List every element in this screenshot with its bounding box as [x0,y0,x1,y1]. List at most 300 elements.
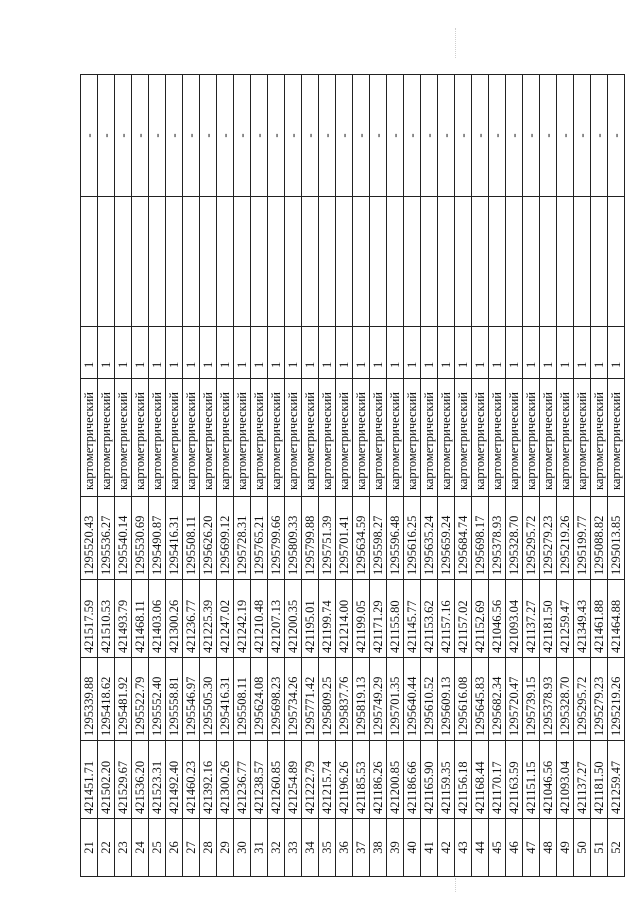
method-cell: картометрический [421,379,438,497]
x-start-cell: 421300.26 [217,741,234,819]
point-number-cell: 34 [302,819,319,877]
x-end-cell: 421152.69 [472,580,489,658]
quantity-cell: 1 [183,327,200,379]
y-start-cell: 1295295.72 [574,658,591,741]
method-cell: картометрический [166,379,183,497]
empty-cell [370,197,387,327]
table-row [285,75,302,877]
point-number-cell: 35 [319,819,336,877]
y-start-cell: 1295522.79 [132,658,149,741]
point-number-cell: 38 [370,819,387,877]
y-start-cell: 1295339.88 [81,658,98,741]
y-end-cell: 1295328.70 [506,497,523,580]
point-number-cell: 46 [506,819,523,877]
point-number-cell: 42 [438,819,455,877]
page-fold-mark [455,28,456,58]
y-end-cell: 1295295.72 [523,497,540,580]
method-cell: картометрический [404,379,421,497]
point-number-cell: 29 [217,819,234,877]
x-start-cell: 421529.67 [115,741,132,819]
note-cell: - [200,75,217,197]
table-row [404,75,421,877]
y-end-cell: 1295596.48 [387,497,404,580]
quantity-cell: 1 [166,327,183,379]
x-end-cell: 421199.74 [319,580,336,658]
method-cell: картометрический [506,379,523,497]
note-cell: - [472,75,489,197]
x-start-cell: 421392.16 [200,741,217,819]
table-row [370,75,387,877]
empty-cell [523,197,540,327]
x-start-cell: 421492.40 [166,741,183,819]
note-cell: - [98,75,115,197]
table-row [149,75,166,877]
method-cell: картометрический [217,379,234,497]
note-cell: - [557,75,574,197]
table-row [608,75,625,877]
y-end-cell: 1295490.87 [149,497,166,580]
table-row [591,75,608,877]
point-number-cell: 21 [81,819,98,877]
empty-cell [115,197,132,327]
x-end-cell: 421225.39 [200,580,217,658]
y-start-cell: 1295749.29 [370,658,387,741]
y-end-cell: 1295013.85 [608,497,625,580]
x-end-cell: 421349.43 [574,580,591,658]
note-cell: - [387,75,404,197]
empty-cell [438,197,455,327]
quantity-cell: 1 [404,327,421,379]
y-start-cell: 1295610.52 [421,658,438,741]
point-number-cell: 28 [200,819,217,877]
quantity-cell: 1 [132,327,149,379]
point-number-cell: 36 [336,819,353,877]
y-start-cell: 1295219.26 [608,658,625,741]
y-end-cell: 1295536.27 [98,497,115,580]
x-start-cell: 421046.56 [540,741,557,819]
empty-cell [404,197,421,327]
y-end-cell: 1295508.11 [183,497,200,580]
quantity-cell: 1 [438,327,455,379]
y-end-cell: 1295809.33 [285,497,302,580]
point-number-cell: 27 [183,819,200,877]
point-number-cell: 40 [404,819,421,877]
x-end-cell: 421510.53 [98,580,115,658]
method-cell: картометрический [557,379,574,497]
x-end-cell: 421461.88 [591,580,608,658]
empty-cell [183,197,200,327]
x-start-cell: 421159.35 [438,741,455,819]
x-end-cell: 421236.77 [183,580,200,658]
note-cell: - [336,75,353,197]
y-end-cell: 1295540.14 [115,497,132,580]
quantity-cell: 1 [268,327,285,379]
empty-cell [132,197,149,327]
quantity-cell: 1 [234,327,251,379]
note-cell: - [608,75,625,197]
x-start-cell: 421186.26 [370,741,387,819]
point-number-cell: 52 [608,819,625,877]
x-start-cell: 421163.59 [506,741,523,819]
empty-cell [574,197,591,327]
empty-cell [285,197,302,327]
empty-cell [387,197,404,327]
quantity-cell: 1 [115,327,132,379]
method-cell: картометрический [302,379,319,497]
method-cell: картометрический [234,379,251,497]
point-number-cell: 37 [353,819,370,877]
method-cell: картометрический [319,379,336,497]
note-cell: - [132,75,149,197]
point-number-cell: 23 [115,819,132,877]
x-end-cell: 421242.19 [234,580,251,658]
quantity-cell: 1 [251,327,268,379]
table-row [81,75,98,877]
method-cell: картометрический [115,379,132,497]
y-end-cell: 1295616.25 [404,497,421,580]
quantity-cell: 1 [98,327,115,379]
y-end-cell: 1295699.12 [217,497,234,580]
x-start-cell: 421200.85 [387,741,404,819]
note-cell: - [149,75,166,197]
x-end-cell: 421145.77 [404,580,421,658]
point-number-cell: 50 [574,819,591,877]
quantity-cell: 1 [302,327,319,379]
x-start-cell: 421186.66 [404,741,421,819]
point-number-cell: 26 [166,819,183,877]
x-end-cell: 421464.88 [608,580,625,658]
coordinates-table [80,74,625,877]
point-number-cell: 31 [251,819,268,877]
quantity-cell: 1 [387,327,404,379]
x-start-cell: 421196.26 [336,741,353,819]
method-cell: картометрический [370,379,387,497]
note-cell: - [574,75,591,197]
y-end-cell: 1295751.39 [319,497,336,580]
x-start-cell: 421460.23 [183,741,200,819]
point-number-cell: 44 [472,819,489,877]
y-start-cell: 1295616.08 [455,658,472,741]
quantity-cell: 1 [506,327,523,379]
x-start-cell: 421259.47 [608,741,625,819]
y-start-cell: 1295378.93 [540,658,557,741]
table-row [387,75,404,877]
y-start-cell: 1295645.83 [472,658,489,741]
y-start-cell: 1295640.44 [404,658,421,741]
method-cell: картометрический [98,379,115,497]
point-number-cell: 30 [234,819,251,877]
note-cell: - [166,75,183,197]
empty-cell [166,197,183,327]
quantity-cell: 1 [455,327,472,379]
method-cell: картометрический [132,379,149,497]
table-row [540,75,557,877]
y-start-cell: 1295558.81 [166,658,183,741]
empty-cell [557,197,574,327]
table-row [455,75,472,877]
empty-cell [455,197,472,327]
method-cell: картометрический [455,379,472,497]
x-start-cell: 421093.04 [557,741,574,819]
y-start-cell: 1295698.23 [268,658,285,741]
empty-cell [608,197,625,327]
x-end-cell: 421200.35 [285,580,302,658]
method-cell: картометрический [489,379,506,497]
x-end-cell: 421157.02 [455,580,472,658]
method-cell: картометрический [183,379,200,497]
x-start-cell: 421260.85 [268,741,285,819]
note-cell: - [251,75,268,197]
y-start-cell: 1295481.92 [115,658,132,741]
y-end-cell: 1295279.23 [540,497,557,580]
empty-cell [489,197,506,327]
rotated-table-container [80,75,623,877]
x-start-cell: 421181.50 [591,741,608,819]
x-end-cell: 421493.79 [115,580,132,658]
table-row [489,75,506,877]
y-end-cell: 1295728.31 [234,497,251,580]
y-end-cell: 1295799.88 [302,497,319,580]
quantity-cell: 1 [149,327,166,379]
table-row [421,75,438,877]
x-start-cell: 421222.79 [302,741,319,819]
empty-cell [200,197,217,327]
table-row [574,75,591,877]
y-end-cell: 1295698.17 [472,497,489,580]
y-start-cell: 1295809.25 [319,658,336,741]
quantity-cell: 1 [200,327,217,379]
note-cell: - [183,75,200,197]
method-cell: картометрический [540,379,557,497]
empty-cell [421,197,438,327]
method-cell: картометрический [336,379,353,497]
table-row [251,75,268,877]
x-end-cell: 421181.50 [540,580,557,658]
point-number-cell: 43 [455,819,472,877]
note-cell: - [591,75,608,197]
y-start-cell: 1295734.26 [285,658,302,741]
table-body [81,75,625,877]
method-cell: картометрический [591,379,608,497]
table-row [472,75,489,877]
point-number-cell: 22 [98,819,115,877]
table-row [557,75,574,877]
x-end-cell: 421259.47 [557,580,574,658]
x-end-cell: 421300.26 [166,580,183,658]
method-cell: картометрический [149,379,166,497]
note-cell: - [489,75,506,197]
y-start-cell: 1295328.70 [557,658,574,741]
point-number-cell: 33 [285,819,302,877]
table-row [319,75,336,877]
x-end-cell: 421155.80 [387,580,404,658]
table-row [200,75,217,877]
y-end-cell: 1295701.41 [336,497,353,580]
x-start-cell: 421168.44 [472,741,489,819]
note-cell: - [115,75,132,197]
table-row [506,75,523,877]
x-end-cell: 421468.11 [132,580,149,658]
table-row [98,75,115,877]
point-number-cell: 45 [489,819,506,877]
note-cell: - [523,75,540,197]
table-row [115,75,132,877]
table-row [234,75,251,877]
x-end-cell: 421207.13 [268,580,285,658]
quantity-cell: 1 [353,327,370,379]
note-cell: - [370,75,387,197]
point-number-cell: 49 [557,819,574,877]
table-row [183,75,200,877]
table-row [166,75,183,877]
y-end-cell: 1295520.43 [81,497,98,580]
table-row [336,75,353,877]
method-cell: картометрический [438,379,455,497]
x-start-cell: 421523.31 [149,741,166,819]
y-end-cell: 1295416.31 [166,497,183,580]
quantity-cell: 1 [285,327,302,379]
point-number-cell: 24 [132,819,149,877]
y-end-cell: 1295635.24 [421,497,438,580]
x-start-cell: 421451.71 [81,741,98,819]
y-end-cell: 1295530.69 [132,497,149,580]
x-end-cell: 421153.62 [421,580,438,658]
note-cell: - [455,75,472,197]
empty-cell [302,197,319,327]
x-start-cell: 421254.89 [285,741,302,819]
x-start-cell: 421165.90 [421,741,438,819]
x-end-cell: 421195.01 [302,580,319,658]
note-cell: - [404,75,421,197]
note-cell: - [268,75,285,197]
quantity-cell: 1 [608,327,625,379]
method-cell: картометрический [472,379,489,497]
empty-cell [472,197,489,327]
point-number-cell: 25 [149,819,166,877]
method-cell: картометрический [523,379,540,497]
empty-cell [268,197,285,327]
empty-cell [217,197,234,327]
y-end-cell: 1295219.26 [557,497,574,580]
x-end-cell: 421247.02 [217,580,234,658]
x-end-cell: 421403.06 [149,580,166,658]
point-number-cell: 47 [523,819,540,877]
note-cell: - [234,75,251,197]
point-number-cell: 51 [591,819,608,877]
y-start-cell: 1295505.30 [200,658,217,741]
quantity-cell: 1 [319,327,336,379]
note-cell: - [421,75,438,197]
table-row [438,75,455,877]
note-cell: - [540,75,557,197]
x-end-cell: 421157.16 [438,580,455,658]
note-cell: - [319,75,336,197]
empty-cell [251,197,268,327]
quantity-cell: 1 [540,327,557,379]
point-number-cell: 48 [540,819,557,877]
point-number-cell: 41 [421,819,438,877]
quantity-cell: 1 [81,327,98,379]
x-end-cell: 421210.48 [251,580,268,658]
page-fold-mark-bottom [455,878,456,892]
quantity-cell: 1 [336,327,353,379]
y-start-cell: 1295837.76 [336,658,353,741]
y-end-cell: 1295088.82 [591,497,608,580]
x-start-cell: 421215.74 [319,741,336,819]
method-cell: картометрический [387,379,404,497]
note-cell: - [285,75,302,197]
x-end-cell: 421199.05 [353,580,370,658]
quantity-cell: 1 [217,327,234,379]
note-cell: - [353,75,370,197]
y-start-cell: 1295418.62 [98,658,115,741]
method-cell: картометрический [285,379,302,497]
empty-cell [319,197,336,327]
y-end-cell: 1295799.66 [268,497,285,580]
table-row [268,75,285,877]
y-start-cell: 1295701.35 [387,658,404,741]
method-cell: картометрический [574,379,591,497]
y-start-cell: 1295682.34 [489,658,506,741]
quantity-cell: 1 [523,327,540,379]
y-start-cell: 1295416.31 [217,658,234,741]
y-end-cell: 1295199.77 [574,497,591,580]
table-row [217,75,234,877]
y-end-cell: 1295765.21 [251,497,268,580]
table-row [302,75,319,877]
y-start-cell: 1295720.47 [506,658,523,741]
method-cell: картометрический [268,379,285,497]
quantity-cell: 1 [574,327,591,379]
note-cell: - [506,75,523,197]
y-start-cell: 1295624.08 [251,658,268,741]
empty-cell [98,197,115,327]
note-cell: - [438,75,455,197]
point-number-cell: 32 [268,819,285,877]
y-start-cell: 1295771.42 [302,658,319,741]
y-end-cell: 1295626.20 [200,497,217,580]
y-end-cell: 1295598.27 [370,497,387,580]
empty-cell [234,197,251,327]
x-start-cell: 421238.57 [251,741,268,819]
x-end-cell: 421214.00 [336,580,353,658]
empty-cell [353,197,370,327]
empty-cell [336,197,353,327]
x-start-cell: 421151.15 [523,741,540,819]
method-cell: картометрический [200,379,217,497]
quantity-cell: 1 [370,327,387,379]
empty-cell [81,197,98,327]
y-end-cell: 1295634.59 [353,497,370,580]
x-start-cell: 421236.77 [234,741,251,819]
quantity-cell: 1 [591,327,608,379]
x-start-cell: 421502.20 [98,741,115,819]
coordinates-table-frame [80,75,623,877]
y-end-cell: 1295684.74 [455,497,472,580]
method-cell: картометрический [81,379,98,497]
x-end-cell: 421517.59 [81,580,98,658]
x-start-cell: 421170.17 [489,741,506,819]
x-start-cell: 421156.18 [455,741,472,819]
empty-cell [540,197,557,327]
x-start-cell: 421137.27 [574,741,591,819]
table-row [353,75,370,877]
quantity-cell: 1 [557,327,574,379]
x-start-cell: 421536.20 [132,741,149,819]
empty-cell [591,197,608,327]
x-end-cell: 421046.56 [489,580,506,658]
quantity-cell: 1 [421,327,438,379]
